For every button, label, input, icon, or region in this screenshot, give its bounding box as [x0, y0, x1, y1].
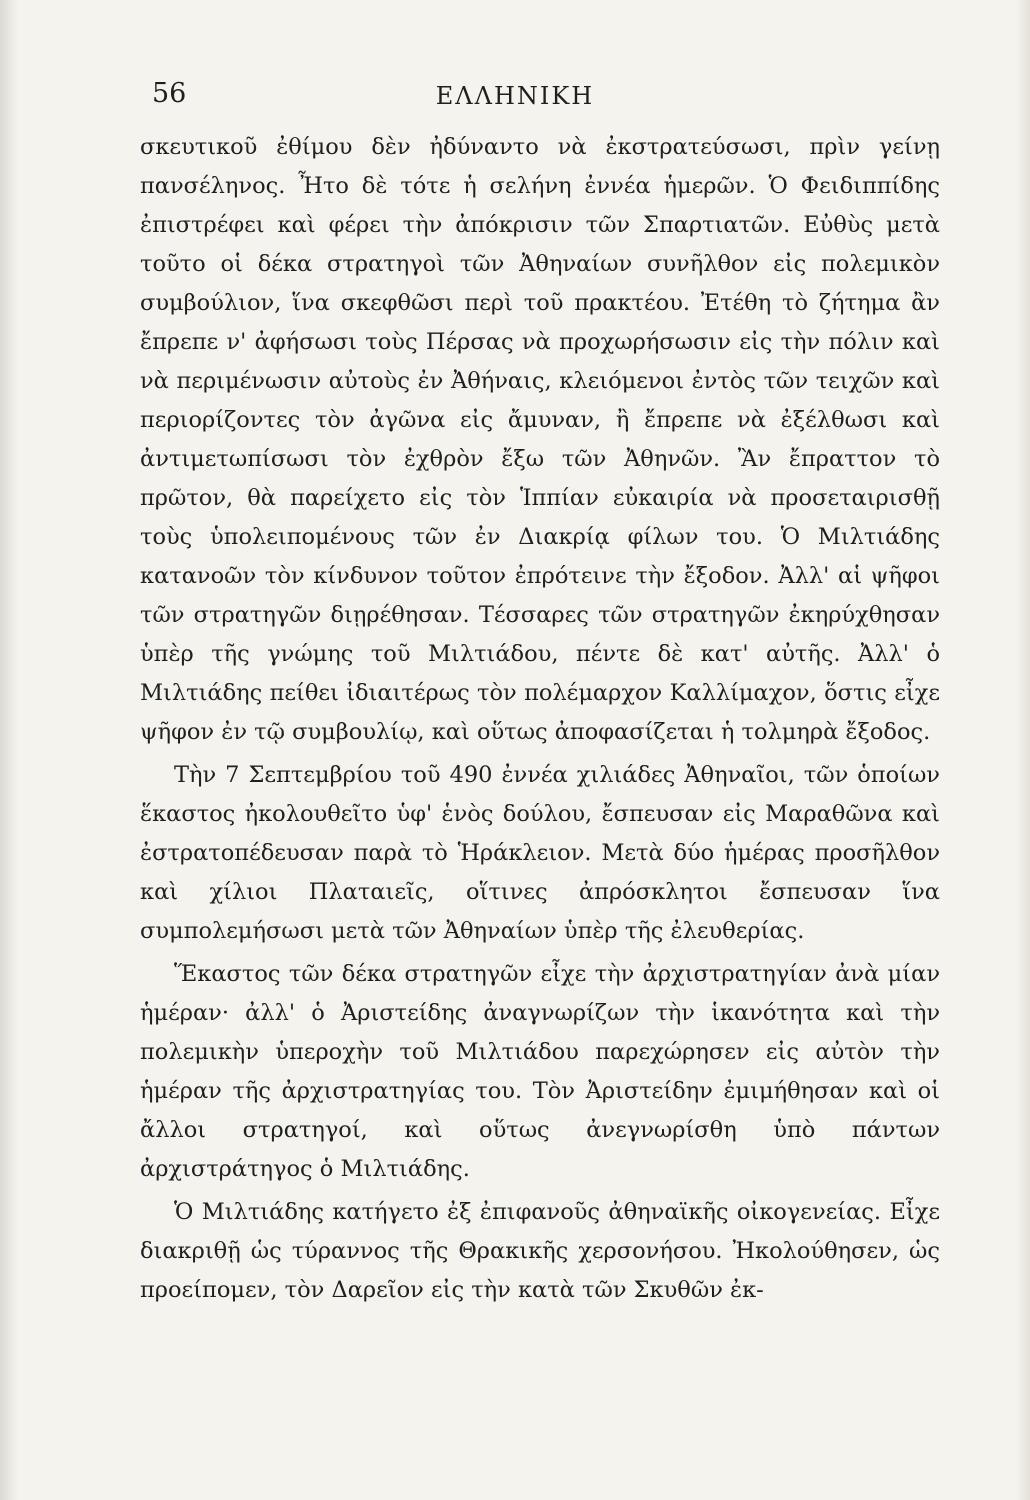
scan-shadow-left [0, 0, 18, 1500]
page-header [0, 78, 1030, 118]
paragraph-4: Ὁ Μιλτιάδης κατήγετο ἐξ ἐπιφανοῦς ἀθηναϊκῆς οἰκογενείας. Εἶχε διακριθῇ ὡς τύραννος τῆς Θρακικῆς χερσονήσου. Ἠκολούθησεν, ὡς προείπομεν, τὸν Δαρεῖον εἰς τὴν κατὰ τῶν Σκυθῶν ἐκ- [140, 1199, 940, 1303]
scan-shadow-right [1016, 0, 1030, 1500]
page-number: 56 [152, 78, 187, 109]
paragraph-1: σκευτικοῦ ἐθίμου δὲν ἠδύναντο νὰ ἐκστρατεύσωσι, πρὶν γείνῃ πανσέληνος. Ἦτο δὲ τότε ἡ σελήνη ἐννέα ἡμερῶν. Ὁ Φειδιππίδης ἐπιστρέφει καὶ φέρει τὴν ἀπόκρισιν τῶν Σπαρτιατῶν. Εὐθὺς μετὰ τοῦτο οἱ δέκα στρατηγοὶ τῶν Ἀθηναίων συνῆλθον εἰς πολεμικὸν συμβούλιον, ἵνα σκεφθῶσι περὶ τοῦ πρακτέου. Ἐτέθη τὸ ζήτημα ἂν ἔπρεπε ν' ἀφήσωσι τοὺς Πέρσας νὰ προχωρήσωσιν εἰς τὴν πόλιν καὶ νὰ περιμένωσιν αὐτοὺς ἐν Ἀθήναις, κλειόμενοι ἐντὸς τῶν τειχῶν καὶ περιορίζοντες τὸν ἀγῶνα εἰς ἄμυναν, ἢ ἔπρεπε νὰ ἐξέλθωσι καὶ ἀντιμετωπίσωσι τὸν ἐχθρὸν ἔξω τῶν Ἀθηνῶν. Ἂν ἔπραττον τὸ πρῶτον, θὰ παρείχετο εἰς τὸν Ἱππίαν εὐκαιρία νὰ προσεταιρισθῇ τοὺς ὑπολειπομένους τῶν ἐν Διακρίᾳ φίλων του. Ὁ Μιλτιάδης κατανοῶν τὸν κίνδυνον τοῦτον ἐπρότεινε τὴν ἔξοδον. Ἀλλ' αἱ ψῆφοι τῶν στρατηγῶν διῃρέθησαν. Τέσσαρες τῶν στρατηγῶν ἐκηρύχθησαν ὑπὲρ τῆς γνώμης τοῦ Μιλτιάδου, πέντε δὲ κατ' αὐτῆς. Ἀλλ' ὁ Μιλτιάδης πείθει ἰδιαιτέρως τὸν πολέμαρχον Καλλίμαχον, ὅστις εἶχε ψῆφον ἐν τῷ συμβουλίῳ, καὶ οὕτως ἀποφασίζεται ἡ τολμηρὰ ἔξοδος. [140, 134, 940, 745]
body-text [140, 128, 940, 1310]
running-title: ΕΛΛΗΝΙΚΗ [435, 82, 595, 110]
paragraph-2: Τὴν 7 Σεπτεμβρίου τοῦ 490 ἐννέα χιλιάδες Ἀθηναῖοι, τῶν ὁποίων ἕκαστος ἠκολουθεῖτο ὑφ' ἑνὸς δούλου, ἔσπευσαν εἰς Μαραθῶνα καὶ ἐστρατοπέδευσαν παρὰ τὸ Ἡράκλειον. Μετὰ δύο ἡμέρας προσῆλθον καὶ χίλιοι Πλαταιεῖς, οἵτινες ἀπρόσκλητοι ἔσπευσαν ἵνα συμπολεμήσωσι μετὰ τῶν Ἀθηναίων ὑπὲρ τῆς ἐλευθερίας. [140, 762, 940, 944]
paragraph-3: Ἕκαστος τῶν δέκα στρατηγῶν εἶχε τὴν ἀρχιστρατηγίαν ἀνὰ μίαν ἡμέραν· ἀλλ' ὁ Ἀριστείδης ἀναγνωρίζων τὴν ἱκανότητα καὶ τὴν πολεμικὴν ὑπεροχὴν τοῦ Μιλτιάδου παρεχώρησεν εἰς αὐτὸν τὴν ἡμέραν τῆς ἀρχιστρατηγίας του. Τὸν Ἀριστείδην ἐμιμήθησαν καὶ οἱ ἄλλοι στρατηγοί, καὶ οὕτως ἀνεγνωρίσθη ὑπὸ πάντων ἀρχιστράτηγος ὁ Μιλτιάδης. [140, 961, 940, 1182]
